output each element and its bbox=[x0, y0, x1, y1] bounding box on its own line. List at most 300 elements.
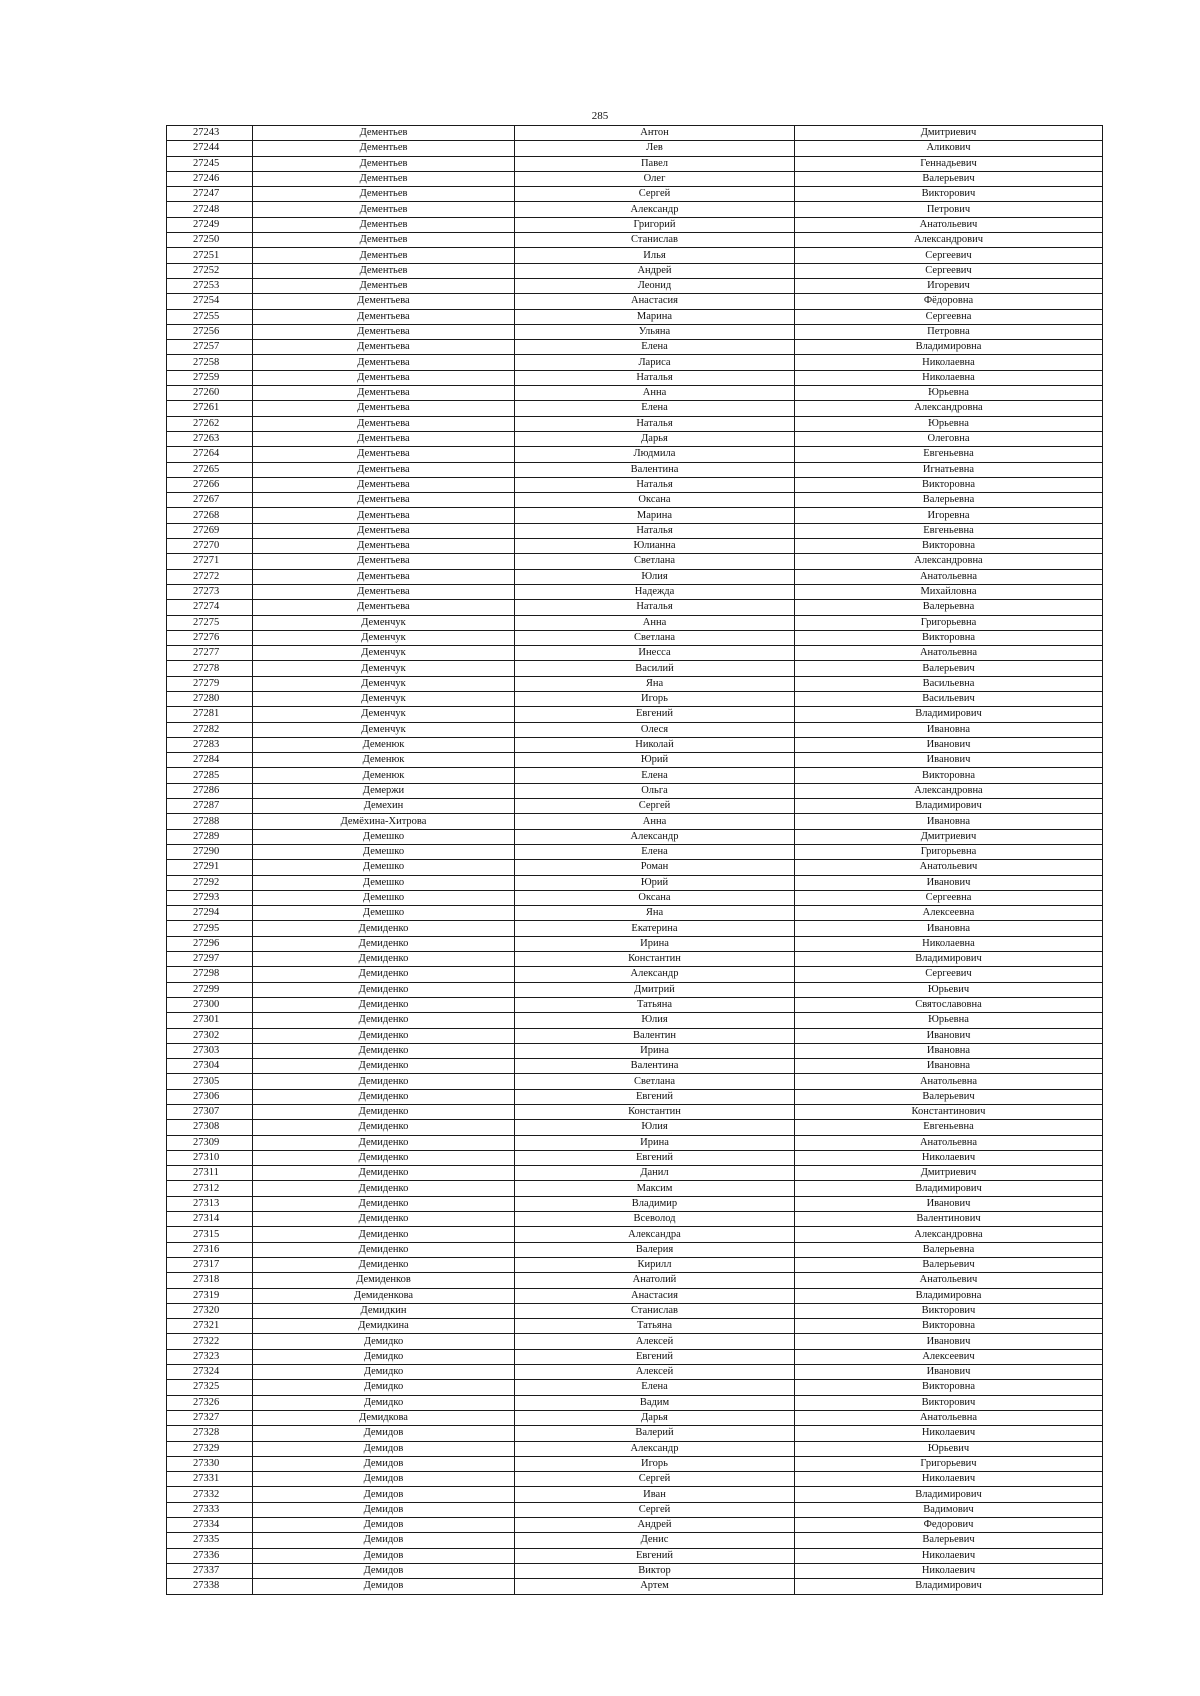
surname-cell: Демержи bbox=[253, 783, 515, 798]
table-row bbox=[167, 860, 1103, 875]
row-number: 27307 bbox=[167, 1105, 253, 1120]
table-row bbox=[167, 906, 1103, 921]
patronymic-cell: Юрьевич bbox=[795, 1441, 1103, 1456]
table-row bbox=[167, 1089, 1103, 1104]
patronymic-cell: Сергеевич bbox=[795, 967, 1103, 982]
table-row bbox=[167, 370, 1103, 385]
table-row bbox=[167, 477, 1103, 492]
first-name-cell: Ульяна bbox=[515, 324, 795, 339]
patronymic-cell: Владимирович bbox=[795, 1487, 1103, 1502]
table-row bbox=[167, 1105, 1103, 1120]
table-row bbox=[167, 233, 1103, 248]
table-row bbox=[167, 1487, 1103, 1502]
first-name-cell: Анастасия bbox=[515, 1288, 795, 1303]
row-number: 27289 bbox=[167, 829, 253, 844]
table-row bbox=[167, 248, 1103, 263]
patronymic-cell: Евгеньевна bbox=[795, 523, 1103, 538]
patronymic-cell: Валерьевич bbox=[795, 1257, 1103, 1272]
patronymic-cell: Игнатьевна bbox=[795, 462, 1103, 477]
table-row bbox=[167, 1334, 1103, 1349]
table-row bbox=[167, 523, 1103, 538]
first-name-cell: Илья bbox=[515, 248, 795, 263]
table-row bbox=[167, 630, 1103, 645]
row-number: 27246 bbox=[167, 171, 253, 186]
patronymic-cell: Владимирович bbox=[795, 707, 1103, 722]
patronymic-cell: Александровна bbox=[795, 401, 1103, 416]
first-name-cell: Алексей bbox=[515, 1365, 795, 1380]
first-name-cell: Артем bbox=[515, 1579, 795, 1594]
table-row bbox=[167, 1150, 1103, 1165]
row-number: 27303 bbox=[167, 1043, 253, 1058]
table-row bbox=[167, 1502, 1103, 1517]
row-number: 27335 bbox=[167, 1533, 253, 1548]
first-name-cell: Яна bbox=[515, 676, 795, 691]
row-number: 27269 bbox=[167, 523, 253, 538]
table-row bbox=[167, 1395, 1103, 1410]
first-name-cell: Елена bbox=[515, 340, 795, 355]
first-name-cell: Николай bbox=[515, 737, 795, 752]
surname-cell: Демешко bbox=[253, 860, 515, 875]
patronymic-cell: Дмитриевич bbox=[795, 829, 1103, 844]
surname-cell: Демидов bbox=[253, 1563, 515, 1578]
table-row bbox=[167, 1074, 1103, 1089]
patronymic-cell: Николаевна bbox=[795, 936, 1103, 951]
patronymic-cell: Петрович bbox=[795, 202, 1103, 217]
surname-cell: Дементьева bbox=[253, 508, 515, 523]
table-row bbox=[167, 661, 1103, 676]
surname-cell: Демешко bbox=[253, 906, 515, 921]
surname-cell: Демешко bbox=[253, 844, 515, 859]
table-row bbox=[167, 890, 1103, 905]
row-number: 27275 bbox=[167, 615, 253, 630]
surname-cell: Деменюк bbox=[253, 737, 515, 752]
row-number: 27328 bbox=[167, 1426, 253, 1441]
table-row bbox=[167, 722, 1103, 737]
patronymic-cell: Николаевич bbox=[795, 1563, 1103, 1578]
first-name-cell: Оксана bbox=[515, 890, 795, 905]
first-name-cell: Сергей bbox=[515, 799, 795, 814]
table-row bbox=[167, 263, 1103, 278]
patronymic-cell: Иванович bbox=[795, 1196, 1103, 1211]
surname-cell: Демиденков bbox=[253, 1273, 515, 1288]
patronymic-cell: Николаевич bbox=[795, 1150, 1103, 1165]
table-row bbox=[167, 936, 1103, 951]
table-row bbox=[167, 982, 1103, 997]
row-number: 27263 bbox=[167, 431, 253, 446]
surname-cell: Демиденкова bbox=[253, 1288, 515, 1303]
row-number: 27251 bbox=[167, 248, 253, 263]
first-name-cell: Надежда bbox=[515, 584, 795, 599]
surname-cell: Деменчук bbox=[253, 722, 515, 737]
row-number: 27292 bbox=[167, 875, 253, 890]
table-row bbox=[167, 768, 1103, 783]
surname-cell: Дементьев bbox=[253, 171, 515, 186]
row-number: 27285 bbox=[167, 768, 253, 783]
row-number: 27312 bbox=[167, 1181, 253, 1196]
first-name-cell: Александр bbox=[515, 967, 795, 982]
surname-cell: Демидов bbox=[253, 1533, 515, 1548]
row-number: 27319 bbox=[167, 1288, 253, 1303]
row-number: 27316 bbox=[167, 1242, 253, 1257]
first-name-cell: Андрей bbox=[515, 263, 795, 278]
table-row bbox=[167, 1380, 1103, 1395]
row-number: 27310 bbox=[167, 1150, 253, 1165]
first-name-cell: Анатолий bbox=[515, 1273, 795, 1288]
row-number: 27249 bbox=[167, 217, 253, 232]
surname-cell: Демидов bbox=[253, 1426, 515, 1441]
first-name-cell: Антон bbox=[515, 126, 795, 141]
first-name-cell: Юрий bbox=[515, 875, 795, 890]
table-row bbox=[167, 508, 1103, 523]
surname-cell: Демидов bbox=[253, 1518, 515, 1533]
first-name-cell: Вадим bbox=[515, 1395, 795, 1410]
surname-cell: Демёхина-Хитрова bbox=[253, 814, 515, 829]
surname-cell: Демиденко bbox=[253, 1105, 515, 1120]
table-row bbox=[167, 676, 1103, 691]
surname-cell: Демидко bbox=[253, 1380, 515, 1395]
row-number: 27337 bbox=[167, 1563, 253, 1578]
surname-cell: Дементьева bbox=[253, 447, 515, 462]
surname-cell: Демиденко bbox=[253, 1166, 515, 1181]
table-row bbox=[167, 187, 1103, 202]
surname-cell: Дементьева bbox=[253, 477, 515, 492]
row-number: 27277 bbox=[167, 646, 253, 661]
first-name-cell: Василий bbox=[515, 661, 795, 676]
patronymic-cell: Валерьевич bbox=[795, 171, 1103, 186]
row-number: 27317 bbox=[167, 1257, 253, 1272]
row-number: 27301 bbox=[167, 1013, 253, 1028]
first-name-cell: Евгений bbox=[515, 1150, 795, 1165]
row-number: 27248 bbox=[167, 202, 253, 217]
first-name-cell: Елена bbox=[515, 768, 795, 783]
row-number: 27323 bbox=[167, 1349, 253, 1364]
row-number: 27302 bbox=[167, 1028, 253, 1043]
surname-cell: Демидко bbox=[253, 1349, 515, 1364]
row-number: 27325 bbox=[167, 1380, 253, 1395]
first-name-cell: Александр bbox=[515, 202, 795, 217]
surname-cell: Демидов bbox=[253, 1441, 515, 1456]
surname-cell: Дементьева bbox=[253, 416, 515, 431]
first-name-cell: Татьяна bbox=[515, 1319, 795, 1334]
row-number: 27321 bbox=[167, 1319, 253, 1334]
table-row bbox=[167, 569, 1103, 584]
row-number: 27336 bbox=[167, 1548, 253, 1563]
surname-cell: Демидов bbox=[253, 1456, 515, 1471]
table-row bbox=[167, 1043, 1103, 1058]
surname-cell: Демиденко bbox=[253, 1074, 515, 1089]
table-row bbox=[167, 401, 1103, 416]
surname-cell: Дементьева bbox=[253, 462, 515, 477]
patronymic-cell: Ивановна bbox=[795, 921, 1103, 936]
patronymic-cell: Анатольевич bbox=[795, 1273, 1103, 1288]
patronymic-cell: Викторович bbox=[795, 187, 1103, 202]
table-row bbox=[167, 156, 1103, 171]
first-name-cell: Леонид bbox=[515, 278, 795, 293]
table-row bbox=[167, 967, 1103, 982]
first-name-cell: Григорий bbox=[515, 217, 795, 232]
row-number: 27306 bbox=[167, 1089, 253, 1104]
first-name-cell: Наталья bbox=[515, 600, 795, 615]
table-row bbox=[167, 600, 1103, 615]
row-number: 27282 bbox=[167, 722, 253, 737]
row-number: 27304 bbox=[167, 1059, 253, 1074]
row-number: 27261 bbox=[167, 401, 253, 416]
table-row bbox=[167, 997, 1103, 1012]
patronymic-cell: Сергеевич bbox=[795, 248, 1103, 263]
table-row bbox=[167, 539, 1103, 554]
first-name-cell: Дарья bbox=[515, 431, 795, 446]
row-number: 27333 bbox=[167, 1502, 253, 1517]
patronymic-cell: Юрьевна bbox=[795, 416, 1103, 431]
table-row bbox=[167, 126, 1103, 141]
table-row bbox=[167, 646, 1103, 661]
patronymic-cell: Евгеньевна bbox=[795, 447, 1103, 462]
surname-cell: Демиденко bbox=[253, 1135, 515, 1150]
row-number: 27284 bbox=[167, 753, 253, 768]
row-number: 27254 bbox=[167, 294, 253, 309]
patronymic-cell: Викторович bbox=[795, 1303, 1103, 1318]
table-row bbox=[167, 799, 1103, 814]
table-row bbox=[167, 1166, 1103, 1181]
row-number: 27258 bbox=[167, 355, 253, 370]
surname-cell: Деменчук bbox=[253, 661, 515, 676]
surname-cell: Деменюк bbox=[253, 753, 515, 768]
patronymic-cell: Анатольевич bbox=[795, 217, 1103, 232]
table-row bbox=[167, 707, 1103, 722]
table-row bbox=[167, 431, 1103, 446]
surname-cell: Дементьева bbox=[253, 355, 515, 370]
surname-cell: Демидов bbox=[253, 1579, 515, 1594]
table-row bbox=[167, 294, 1103, 309]
table-row bbox=[167, 1472, 1103, 1487]
first-name-cell: Всеволод bbox=[515, 1212, 795, 1227]
patronymic-cell: Петровна bbox=[795, 324, 1103, 339]
row-number: 27327 bbox=[167, 1410, 253, 1425]
surname-cell: Демиденко bbox=[253, 982, 515, 997]
patronymic-cell: Святославовна bbox=[795, 997, 1103, 1012]
row-number: 27313 bbox=[167, 1196, 253, 1211]
row-number: 27270 bbox=[167, 539, 253, 554]
first-name-cell: Валентина bbox=[515, 462, 795, 477]
surname-cell: Демидов bbox=[253, 1487, 515, 1502]
surname-cell: Демидкина bbox=[253, 1319, 515, 1334]
surname-cell: Деменчук bbox=[253, 646, 515, 661]
patronymic-cell: Васильевич bbox=[795, 691, 1103, 706]
patronymic-cell: Вадимович bbox=[795, 1502, 1103, 1517]
row-number: 27243 bbox=[167, 126, 253, 141]
surname-cell: Демиденко bbox=[253, 1196, 515, 1211]
first-name-cell: Алексей bbox=[515, 1334, 795, 1349]
table-row bbox=[167, 691, 1103, 706]
surname-cell: Демидов bbox=[253, 1502, 515, 1517]
surname-cell: Демиденко bbox=[253, 1059, 515, 1074]
table-row bbox=[167, 141, 1103, 156]
first-name-cell: Анна bbox=[515, 615, 795, 630]
row-number: 27260 bbox=[167, 386, 253, 401]
table-row bbox=[167, 615, 1103, 630]
surname-cell: Деменчук bbox=[253, 615, 515, 630]
first-name-cell: Екатерина bbox=[515, 921, 795, 936]
surname-cell: Демидкин bbox=[253, 1303, 515, 1318]
table-row bbox=[167, 783, 1103, 798]
surname-cell: Демехин bbox=[253, 799, 515, 814]
table-row bbox=[167, 921, 1103, 936]
first-name-cell: Евгений bbox=[515, 1089, 795, 1104]
first-name-cell: Валентина bbox=[515, 1059, 795, 1074]
surname-cell: Дементьев bbox=[253, 278, 515, 293]
table-row bbox=[167, 278, 1103, 293]
patronymic-cell: Анатольевна bbox=[795, 1074, 1103, 1089]
row-number: 27267 bbox=[167, 493, 253, 508]
patronymic-cell: Николаевич bbox=[795, 1426, 1103, 1441]
first-name-cell: Дарья bbox=[515, 1410, 795, 1425]
first-name-cell: Данил bbox=[515, 1166, 795, 1181]
table-row bbox=[167, 416, 1103, 431]
first-name-cell: Анна bbox=[515, 386, 795, 401]
patronymic-cell: Александровна bbox=[795, 1227, 1103, 1242]
patronymic-cell: Викторовна bbox=[795, 768, 1103, 783]
table-row bbox=[167, 1196, 1103, 1211]
patronymic-cell: Владимирович bbox=[795, 1579, 1103, 1594]
surname-cell: Деменчук bbox=[253, 691, 515, 706]
first-name-cell: Инесса bbox=[515, 646, 795, 661]
row-number: 27296 bbox=[167, 936, 253, 951]
patronymic-cell: Константинович bbox=[795, 1105, 1103, 1120]
row-number: 27299 bbox=[167, 982, 253, 997]
first-name-cell: Евгений bbox=[515, 1349, 795, 1364]
surname-cell: Демиденко bbox=[253, 1043, 515, 1058]
patronymic-cell: Валентинович bbox=[795, 1212, 1103, 1227]
patronymic-cell: Васильевна bbox=[795, 676, 1103, 691]
patronymic-cell: Александрович bbox=[795, 233, 1103, 248]
table-row bbox=[167, 1257, 1103, 1272]
surname-cell: Дементьев bbox=[253, 217, 515, 232]
surname-cell: Дементьев bbox=[253, 126, 515, 141]
table-row bbox=[167, 737, 1103, 752]
row-number: 27297 bbox=[167, 952, 253, 967]
row-number: 27264 bbox=[167, 447, 253, 462]
surname-cell: Демешко bbox=[253, 829, 515, 844]
page-number: 285 bbox=[591, 110, 609, 122]
patronymic-cell: Анатольевна bbox=[795, 646, 1103, 661]
first-name-cell: Павел bbox=[515, 156, 795, 171]
table-row bbox=[167, 1212, 1103, 1227]
table-row bbox=[167, 1365, 1103, 1380]
row-number: 27247 bbox=[167, 187, 253, 202]
row-number: 27279 bbox=[167, 676, 253, 691]
row-number: 27281 bbox=[167, 707, 253, 722]
row-number: 27273 bbox=[167, 584, 253, 599]
row-number: 27314 bbox=[167, 1212, 253, 1227]
surname-cell: Демидко bbox=[253, 1395, 515, 1410]
surname-cell: Дементьева bbox=[253, 370, 515, 385]
row-number: 27295 bbox=[167, 921, 253, 936]
first-name-cell: Юлия bbox=[515, 569, 795, 584]
patronymic-cell: Сергеевна bbox=[795, 309, 1103, 324]
surname-cell: Дементьева bbox=[253, 340, 515, 355]
patronymic-cell: Анатольевна bbox=[795, 569, 1103, 584]
patronymic-cell: Николаевна bbox=[795, 355, 1103, 370]
table-row bbox=[167, 355, 1103, 370]
row-number: 27291 bbox=[167, 860, 253, 875]
row-number: 27268 bbox=[167, 508, 253, 523]
row-number: 27338 bbox=[167, 1579, 253, 1594]
patronymic-cell: Дмитриевич bbox=[795, 1166, 1103, 1181]
patronymic-cell: Григорьевна bbox=[795, 615, 1103, 630]
first-name-cell: Иван bbox=[515, 1487, 795, 1502]
first-name-cell: Наталья bbox=[515, 416, 795, 431]
first-name-cell: Татьяна bbox=[515, 997, 795, 1012]
row-number: 27271 bbox=[167, 554, 253, 569]
first-name-cell: Яна bbox=[515, 906, 795, 921]
table-row bbox=[167, 1135, 1103, 1150]
surname-cell: Демиденко bbox=[253, 997, 515, 1012]
first-name-cell: Юлия bbox=[515, 1120, 795, 1135]
surname-cell: Дементьев bbox=[253, 156, 515, 171]
patronymic-cell: Фёдоровна bbox=[795, 294, 1103, 309]
row-number: 27252 bbox=[167, 263, 253, 278]
first-name-cell: Валерия bbox=[515, 1242, 795, 1257]
surname-cell: Демешко bbox=[253, 890, 515, 905]
patronymic-cell: Игоревна bbox=[795, 508, 1103, 523]
first-name-cell: Кирилл bbox=[515, 1257, 795, 1272]
table-row bbox=[167, 1349, 1103, 1364]
row-number: 27318 bbox=[167, 1273, 253, 1288]
surname-cell: Демиденко bbox=[253, 1089, 515, 1104]
surname-cell: Дементьев bbox=[253, 263, 515, 278]
patronymic-cell: Иванович bbox=[795, 875, 1103, 890]
first-name-cell: Александр bbox=[515, 1441, 795, 1456]
patronymic-cell: Анатольевна bbox=[795, 1135, 1103, 1150]
row-number: 27244 bbox=[167, 141, 253, 156]
table-row bbox=[167, 309, 1103, 324]
row-number: 27334 bbox=[167, 1518, 253, 1533]
table-row bbox=[167, 875, 1103, 890]
row-number: 27288 bbox=[167, 814, 253, 829]
table-row bbox=[167, 1303, 1103, 1318]
patronymic-cell: Михайловна bbox=[795, 584, 1103, 599]
surname-cell: Демешко bbox=[253, 875, 515, 890]
row-number: 27305 bbox=[167, 1074, 253, 1089]
patronymic-cell: Григорьевна bbox=[795, 844, 1103, 859]
first-name-cell: Сергей bbox=[515, 187, 795, 202]
table-row bbox=[167, 217, 1103, 232]
first-name-cell: Ирина bbox=[515, 1043, 795, 1058]
table-row bbox=[167, 1273, 1103, 1288]
patronymic-cell: Анатольевич bbox=[795, 860, 1103, 875]
row-number: 27257 bbox=[167, 340, 253, 355]
surname-cell: Демиденко bbox=[253, 967, 515, 982]
first-name-cell: Лариса bbox=[515, 355, 795, 370]
row-number: 27287 bbox=[167, 799, 253, 814]
surname-cell: Демиденко bbox=[253, 1013, 515, 1028]
first-name-cell: Елена bbox=[515, 401, 795, 416]
patronymic-cell: Олеговна bbox=[795, 431, 1103, 446]
surname-cell: Демиденко bbox=[253, 1150, 515, 1165]
first-name-cell: Наталья bbox=[515, 477, 795, 492]
table-row bbox=[167, 1533, 1103, 1548]
surname-cell: Деменчук bbox=[253, 676, 515, 691]
first-name-cell: Александра bbox=[515, 1227, 795, 1242]
patronymic-cell: Викторовна bbox=[795, 1319, 1103, 1334]
patronymic-cell: Иванович bbox=[795, 737, 1103, 752]
patronymic-cell: Ивановна bbox=[795, 1043, 1103, 1058]
table-row bbox=[167, 1456, 1103, 1471]
first-name-cell: Светлана bbox=[515, 630, 795, 645]
table-row bbox=[167, 1013, 1103, 1028]
first-name-cell: Игорь bbox=[515, 1456, 795, 1471]
surname-cell: Дементьева bbox=[253, 309, 515, 324]
